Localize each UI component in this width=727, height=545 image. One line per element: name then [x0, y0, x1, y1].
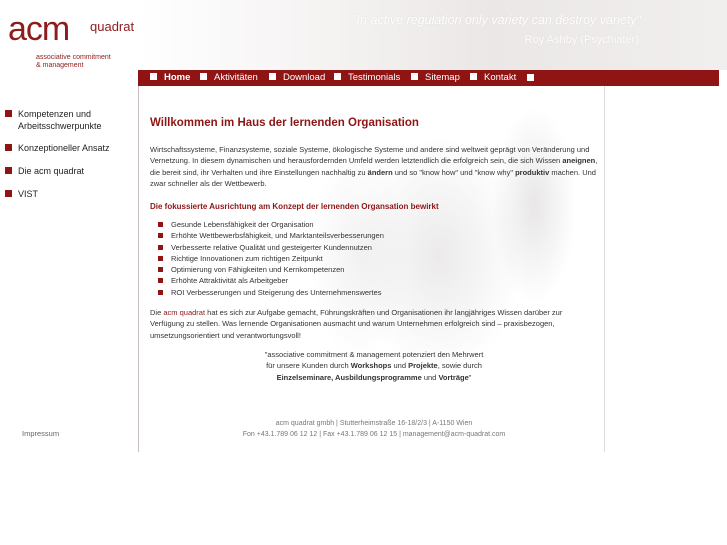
- nav-bullet-icon: [334, 73, 341, 80]
- sidebar-item-label: Die acm quadrat: [18, 166, 85, 176]
- impressum-link[interactable]: Impressum: [22, 429, 60, 438]
- bullet-icon: [158, 222, 163, 227]
- bullet-icon: [158, 278, 163, 283]
- sidebar-item-vist[interactable]: [5, 188, 38, 200]
- brand-name: acm quadrat: [163, 308, 206, 317]
- value-text: und: [423, 372, 437, 382]
- value-text: ": [468, 372, 472, 382]
- nav-download[interactable]: [269, 70, 325, 86]
- divider: [604, 86, 605, 452]
- intro-text: Wirtschaftssysteme, Finanzsysteme, soziale Systeme, ökologische Systeme und andere sind weltweit geprägt von Veränderung und Vernetzung. In diesem dynamischen und herausfordernden Umfeld werden letztendlich die erfolgreich sein, die sich Wissen: [150, 145, 590, 166]
- main-nav: [138, 70, 719, 86]
- intro-emphasis: ändern: [367, 167, 393, 177]
- nav-home[interactable]: [150, 70, 190, 86]
- nav-label: Kontakt: [484, 72, 517, 83]
- list-item-text: Verbesserte relative Qualität und gesteigerter Kundennutzen: [171, 242, 372, 252]
- list-item-text: Optimierung von Fähigkeiten und Kernkompetenzen: [171, 265, 345, 275]
- value-text: und: [393, 361, 407, 371]
- value-text: , sowie durch: [437, 361, 482, 371]
- bullet-icon: [158, 245, 163, 250]
- bullet-icon: [158, 290, 163, 295]
- nav-label: Download: [283, 72, 326, 83]
- value-statement: [150, 349, 598, 383]
- list-item: [158, 275, 384, 286]
- value-emphasis: Workshops: [350, 361, 392, 371]
- quote-text: "In active regulation only variety can destroy variety": [352, 13, 641, 27]
- quote-author: Roy Ashby (Psychiater): [524, 34, 639, 46]
- sidebar-item-label: Kompetenzen und: [18, 109, 92, 119]
- page-bottom: [0, 452, 727, 545]
- header: [0, 0, 727, 70]
- quote-banner: [138, 0, 727, 70]
- nav-label: Aktivitäten: [214, 72, 258, 83]
- value-line-1: "associative commitment & management potenziert den Mehrwert: [264, 350, 484, 359]
- page-title: Willkommen im Haus der lernenden Organisation: [150, 117, 419, 129]
- section-heading: Die fokussierte Ausrichtung am Konzept der lernenden Organsation bewirkt: [150, 202, 439, 211]
- intro-text: machen. Und zwar schneller als der Wettbewerb.: [150, 167, 596, 188]
- sidebar-bullet-icon: [5, 110, 12, 117]
- bullet-icon: [158, 256, 163, 261]
- list-item: [158, 253, 384, 264]
- value-line-3: [150, 372, 598, 383]
- list-item-text: Erhöhte Wettbewerbsfähigkeit, und Marktanteilsverbesserungen: [171, 231, 384, 241]
- footer-contact[interactable]: Fon +43.1.789 06 12 12 | Fax +43.1.789 06 12 15 | management@acm-quadrat.com: [242, 431, 506, 438]
- nav-end-bullet-icon: [527, 74, 534, 81]
- intro-paragraph: [150, 144, 598, 189]
- list-item-text: Gesunde Lebensfähigkeit der Organisation: [171, 220, 314, 229]
- nav-bullet-icon: [411, 73, 418, 80]
- list-item-text: ROI Verbesserungen und Steigerung des Unternehmenswertes: [171, 287, 382, 297]
- mission-prefix: Die: [150, 308, 162, 317]
- value-emphasis: Projekte: [408, 361, 438, 371]
- logo-wordmark: acm: [8, 10, 70, 48]
- list-item: [158, 287, 384, 298]
- nav-kontakt[interactable]: [470, 70, 516, 86]
- list-item: [158, 230, 384, 241]
- nav-bullet-icon: [150, 73, 157, 80]
- divider: [138, 86, 139, 452]
- logo-tagline-line1: associative commitment: [36, 54, 111, 61]
- nav-sitemap[interactable]: [411, 70, 460, 86]
- sidebar-bullet-icon: [5, 144, 12, 151]
- sidebar-item-label: Konzeptioneller Ansatz: [18, 143, 110, 153]
- nav-label: Home: [164, 72, 191, 83]
- nav-label: Testimonials: [348, 72, 401, 83]
- logo-tagline: [36, 54, 111, 70]
- nav-label: Sitemap: [425, 72, 460, 83]
- intro-emphasis: aneignen: [562, 156, 596, 166]
- list-item-text: Richtige Innovationen zum richtigen Zeitpunkt: [171, 253, 323, 263]
- intro-text: , die bereit sind, ihr Verhalten und ihre Einstellungen nachhaltig zu: [150, 156, 598, 177]
- value-emphasis: Vorträge: [438, 372, 469, 382]
- footer: [150, 418, 598, 440]
- nav-bullet-icon: [269, 73, 276, 80]
- list-item: [158, 219, 384, 230]
- intro-text: und so "know how" und "know why": [394, 167, 513, 177]
- sidebar-item-label: VIST: [18, 189, 39, 199]
- sidebar-item-konzeptioneller-ansatz[interactable]: [5, 142, 110, 154]
- value-line-2: [150, 360, 598, 371]
- sidebar: [0, 86, 138, 452]
- nav-aktivitaeten[interactable]: [200, 70, 258, 86]
- logo-tagline-line2: & management: [36, 62, 84, 69]
- nav-bullet-icon: [470, 73, 477, 80]
- bullet-icon: [158, 267, 163, 272]
- sidebar-item-label-2: Arbeitsschwerpunkte: [18, 121, 102, 131]
- bullet-icon: [158, 233, 163, 238]
- value-text: für unsere Kunden durch: [266, 361, 349, 371]
- mission-text: hat es sich zur Aufgabe gemacht, Führungskräften und Organisationen ihr langjähriges Wissen darüber zur Verfügung zu stellen. Was lernende Organisationen ausmacht und warum Unternehmen erfolgreich sind – praxisbezogen, umsetzungsorientiert und verantwortungsvoll!: [150, 308, 563, 340]
- value-emphasis: Einzelseminare, Ausbildungsprogramme: [276, 372, 422, 382]
- sidebar-bullet-icon: [5, 167, 12, 174]
- intro-emphasis: produktiv: [515, 167, 550, 177]
- sidebar-item-kompetenzen[interactable]: [5, 108, 102, 132]
- list-item-text: Erhöhte Attraktivität als Arbeitgeber: [171, 276, 289, 286]
- sidebar-bullet-icon: [5, 190, 12, 197]
- nav-testimonials[interactable]: [334, 70, 400, 86]
- logo[interactable]: [8, 10, 138, 70]
- logo-quadrat: quadrat: [90, 19, 135, 34]
- list-item: [158, 242, 384, 253]
- benefits-list: [158, 219, 384, 298]
- footer-address: acm quadrat gmbh | Stutterheimstraße 16-18/2/3 | A-1150 Wien: [275, 420, 473, 427]
- nav-bullet-icon: [200, 73, 207, 80]
- list-item: [158, 264, 384, 275]
- sidebar-item-acm-quadrat[interactable]: [5, 165, 84, 177]
- mission-paragraph: [150, 307, 598, 341]
